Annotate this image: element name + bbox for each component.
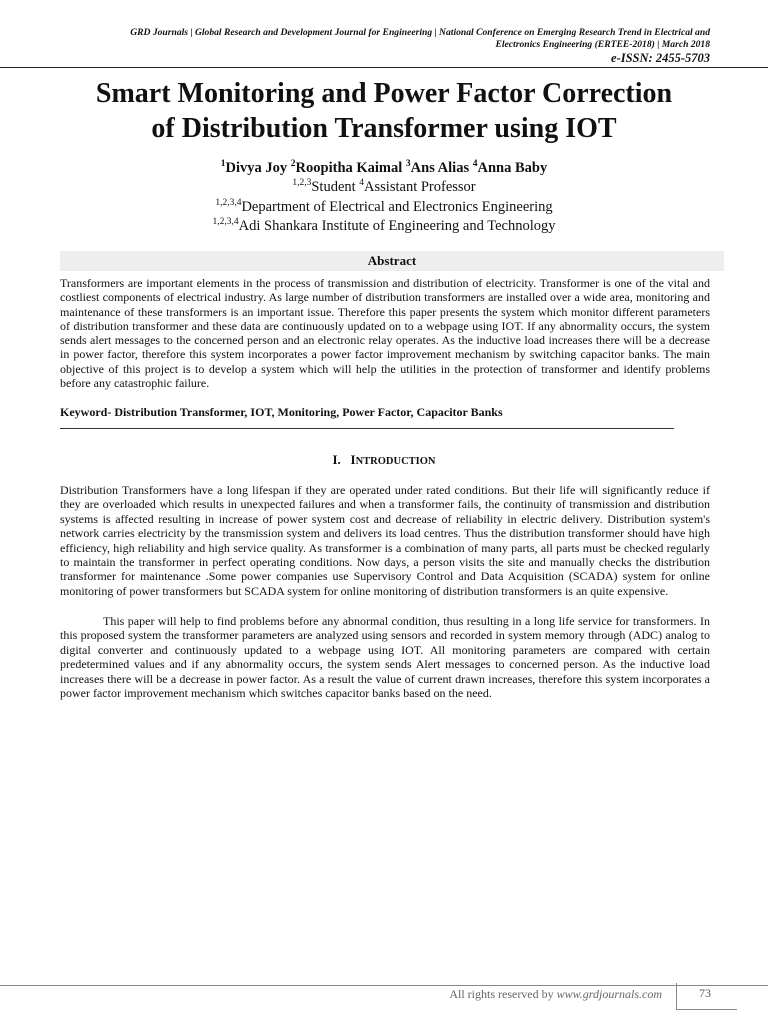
author-sup: 3 — [405, 159, 411, 170]
intro-paragraph-1: Distribution Transformers have a long lifespan if they are operated under rated conditions. But their life will significantly reduce if they are overloaded which results in unexpected failures and when a transformer fails, the continuity of transmission and distribution systems is affected resulting in increase of power system cost and decrease of reliability in electric delivery. Distribution system's network carries electricity by the transmission system and delivers its load centres. Thus the distribution transformer should have high efficiency, high reliability and high service quality. As transformer is a combination of many parts, all parts must be checked regularly to maintain the transformer in perfect operating conditions. Now days, a person visits the site and manually checks the distribution transformer for maintenance .Some power companies use Supervisory Control and Data Acquisition (SCADA) system for online monitoring of power transformers but SCADA system for online monitoring of distribution transformers is an quite expensive. — [60, 483, 710, 598]
title-line-2: of Distribution Transformer using IOT — [151, 113, 617, 144]
author-list — [0, 160, 768, 177]
institute — [0, 218, 768, 235]
section-rest: NTRODUCTION — [355, 456, 436, 467]
section-first-letter: I — [350, 452, 356, 467]
footer-rights — [449, 987, 662, 1002]
institute-text: Adi Shankara Institute of Engineering and Technology — [238, 218, 556, 234]
footer-rule — [0, 985, 768, 986]
journal-header-line1: GRD Journals | Global Research and Development Journal for Engineering | National Conference on Emerging Research Trend in Electrical and — [130, 27, 710, 38]
footer-url-link[interactable]: www.grdjournals.com — [556, 987, 662, 1001]
roles-sup-1: 1,2,3 — [292, 178, 312, 189]
issn: e-ISSN: 2455-5703 — [611, 51, 710, 65]
department — [0, 199, 768, 216]
roles-text-1: Student — [311, 179, 360, 195]
paper-title — [40, 76, 728, 146]
roles-sup-2: 4 — [359, 178, 365, 189]
rights-text: All rights reserved by — [449, 987, 557, 1001]
section-number: I. — [332, 452, 341, 467]
page-number: 73 — [699, 986, 711, 1000]
author-sup: 1 — [220, 159, 226, 170]
abstract-heading: Abstract — [60, 251, 724, 271]
journal-header — [70, 27, 710, 51]
institute-sup: 1,2,3,4 — [212, 217, 239, 228]
roles-text-2: Assistant Professor — [364, 179, 476, 195]
author-sup: 2 — [290, 159, 296, 170]
author-name: Divya Joy — [225, 160, 291, 176]
intro-paragraph-2: This paper will help to find problems before any abnormal condition, thus resulting in a long life service for transformers. In this proposed system the transformer parameters are analyzed using sensors and recorded in system memory through (ADC) analog to digital converter and continuously updated to a webpage using IOT. All monitoring parameters are compared with certain predetermined values and if any abnormality occurs, the system sends Alert messages to concerned person. As the inductive load increases there will be a decrease in power factor. As a result the value of current drawn increases, therefore this system incorporates a power factor improvement mechanism which switches capacitor banks based on the need. — [60, 614, 710, 701]
header-rule — [0, 67, 768, 68]
author-name: Roopitha Kaimal — [295, 160, 406, 176]
author-name: Ans Alias — [410, 160, 473, 176]
author-roles — [0, 179, 768, 196]
title-line-1: Smart Monitoring and Power Factor Correction — [95, 78, 673, 109]
journal-header-line2: Electronics Engineering (ERTEE-2018) | March 2018 — [495, 39, 710, 50]
keywords-rule — [60, 428, 674, 429]
section-heading-introduction — [0, 452, 768, 468]
keywords: Keyword- Distribution Transformer, IOT, Monitoring, Power Factor, Capacitor Banks — [60, 405, 503, 419]
department-sup: 1,2,3,4 — [215, 198, 242, 209]
department-text: Department of Electrical and Electronics Engineering — [241, 199, 553, 215]
abstract-text: Transformers are important elements in the process of transmission and distribution of electricity. Transformer is one of the vital and costliest components of electrical industry. As large number of distribution transformers are installed over a wide area, monitoring and maintenance of these transformers is an important issue. Therefore this paper presents the system which monitor different parameters of distribution transformer and these data are continuously updated on to a webpage using IOT. If any abnormality occurs, the system sends alert messages to the concerned person and an electronic relay operates. As the inductive load increases there will be a decrease in power factor, therefore this system incorporates a power factor improvement mechanism by switching capacitor banks. The main objective of this project is to develop a system which will help the utilities in the protection of transformer and identify problems before any catastrophic failure. — [60, 276, 710, 391]
author-sup: 4 — [472, 159, 478, 170]
author-name: Anna Baby — [477, 160, 548, 176]
